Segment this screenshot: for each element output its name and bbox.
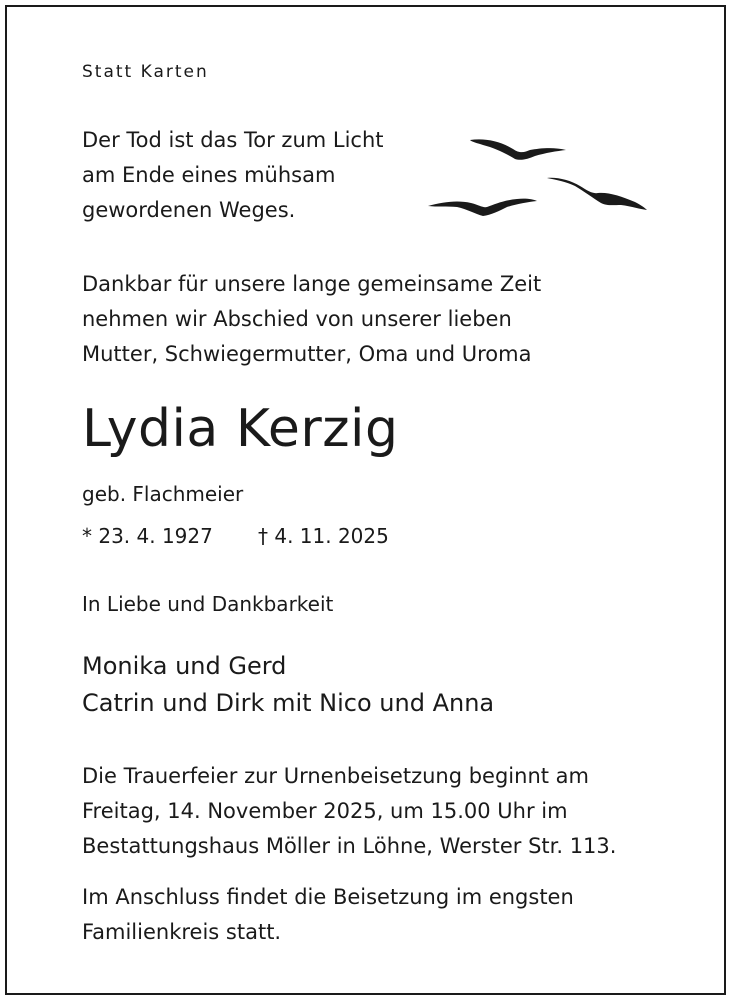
family-names <box>82 648 494 722</box>
burial-notice <box>82 880 574 950</box>
burial-line: Familienkreis statt. <box>82 920 282 944</box>
flying-birds-icon <box>425 128 650 223</box>
motto-line: am Ende eines mühsam <box>82 163 336 187</box>
maiden-name: geb. Flachmeier <box>82 482 244 506</box>
intro-text <box>82 267 541 372</box>
closing-phrase: In Liebe und Dankbarkeit <box>82 592 334 616</box>
deceased-name: Lydia Kerzig <box>82 399 399 459</box>
intro-line: nehmen wir Abschied von unserer lieben <box>82 307 512 331</box>
motto-line: gewordenen Weges. <box>82 198 296 222</box>
ceremony-line: Bestattungshaus Möller in Löhne, Werster Str. 113. <box>82 834 617 858</box>
header-label: Statt Karten <box>82 62 209 82</box>
family-line: Monika und Gerd <box>82 652 287 680</box>
motto-text <box>82 123 384 228</box>
birth-date: * 23. 4. 1927 <box>82 524 213 548</box>
ceremony-line: Freitag, 14. November 2025, um 15.00 Uhr im <box>82 799 568 823</box>
ceremony-notice <box>82 759 616 864</box>
death-date: † 4. 11. 2025 <box>258 524 389 548</box>
intro-line: Dankbar für unsere lange gemeinsame Zeit <box>82 272 542 296</box>
intro-line: Mutter, Schwiegermutter, Oma und Uroma <box>82 342 532 366</box>
burial-line: Im Anschluss findet die Beisetzung im engsten <box>82 885 574 909</box>
life-dates <box>82 524 389 548</box>
ceremony-line: Die Trauerfeier zur Urnenbeisetzung beginnt am <box>82 764 589 788</box>
motto-line: Der Tod ist das Tor zum Licht <box>82 128 384 152</box>
family-line: Catrin und Dirk mit Nico und Anna <box>82 689 495 717</box>
